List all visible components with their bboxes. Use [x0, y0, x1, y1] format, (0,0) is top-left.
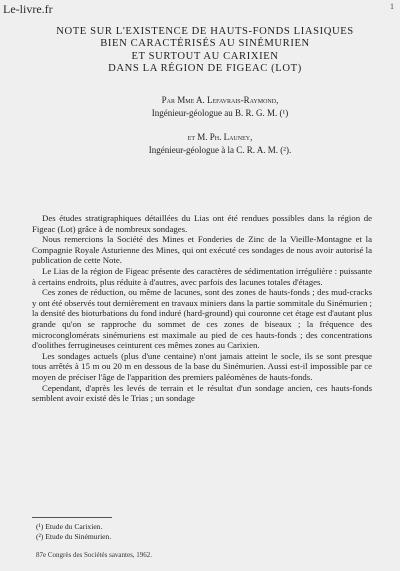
footnotes — [36, 522, 111, 541]
paragraph: Ces zones de réduction, ou même de lacunes, sont des zones de hauts-fonds ; des mud-cracks y ont été observés tout dernièrement en travaux miniers dans la partie sommitale du Sinémurien ; la densité des bioturbations du fond induré (hard-ground) qui couronne cet étage est d'autant plus grande qu'on se rapproche du sommet de ces zones de biseaux ; la fréquence des microconglomérats sinémuriens est maximale au pied de ces hauts-fonds ; des concentrations d'oolithes ferrugineuses ceinturent ces mêmes zones au Carixien. — [32, 287, 372, 351]
watermark: Le-livre.fr — [3, 2, 53, 16]
author-block — [110, 94, 330, 157]
paragraph: Cependant, d'après les levés de terrain et le résultat d'un sondage ancien, ces hauts-fonds semblent avoir existé dès le Trias ; un sondage — [32, 382, 372, 404]
author-1-affiliation: Ingénieur-géologue au B. R. G. M. (¹) — [151, 108, 289, 118]
paragraph: Nous remercions la Société des Mines et Fonderies de Zinc de la Vieille-Montagne et la Compagnie Royale Asturienne des Mines, qui ont exécuté ces sondages de nous avoir autorisé la publication de cette Note. — [32, 234, 372, 266]
paragraph: Les sondages actuels (plus d'une centaine) n'ont jamais atteint le socle, ils se sont presque tous arrêtés à 15 m ou 20 m en dessous de la base du Sinémurien. Aussi est-il impossible par ce moyen de préciser l'âge de l'apparition des premiers paléomènes de hauts-fonds. — [32, 350, 372, 382]
paragraph: Le Lias de la région de Figeac présente des caractères de sédimentation irrégulière : puissante à certains endroits, plus réduite à d'autres, avec parfois des lacunes totales d'étages. — [32, 265, 372, 287]
page-footer: 87e Congrès des Sociétés savantes, 1962. — [36, 551, 153, 559]
author-1-name: Par Mme A. Lefavrais-Raymond, — [161, 95, 279, 105]
page-number: 1 — [390, 2, 394, 11]
footnote: (¹) Etude du Carixien. — [36, 522, 103, 531]
title-line: DANS LA RÉGION DE FIGEAC (LOT) — [108, 63, 302, 75]
title-line: BIEN CARACTÉRISÉS AU SINÉMURIEN — [100, 38, 310, 50]
body-text — [32, 213, 372, 404]
title-line: ET SURTOUT AU CARIXIEN — [131, 50, 279, 62]
author-2-affiliation: Ingénieur-géologue à la C. R. A. M. (²). — [148, 145, 292, 155]
footnote-divider — [32, 517, 112, 518]
title-line: NOTE SUR L'EXISTENCE DE HAUTS-FONDS LIASIQUES — [56, 26, 354, 37]
paragraph: Des études stratigraphiques détaillées du Lias ont été rendues possibles dans la région de Figeac (Lot) grâce à de nombreux sondages. — [32, 213, 372, 234]
footnote: (²) Etude du Sinémurien. — [36, 531, 112, 541]
article-title — [40, 26, 370, 76]
author-2-name: et M. Ph. Launey, — [187, 132, 253, 142]
